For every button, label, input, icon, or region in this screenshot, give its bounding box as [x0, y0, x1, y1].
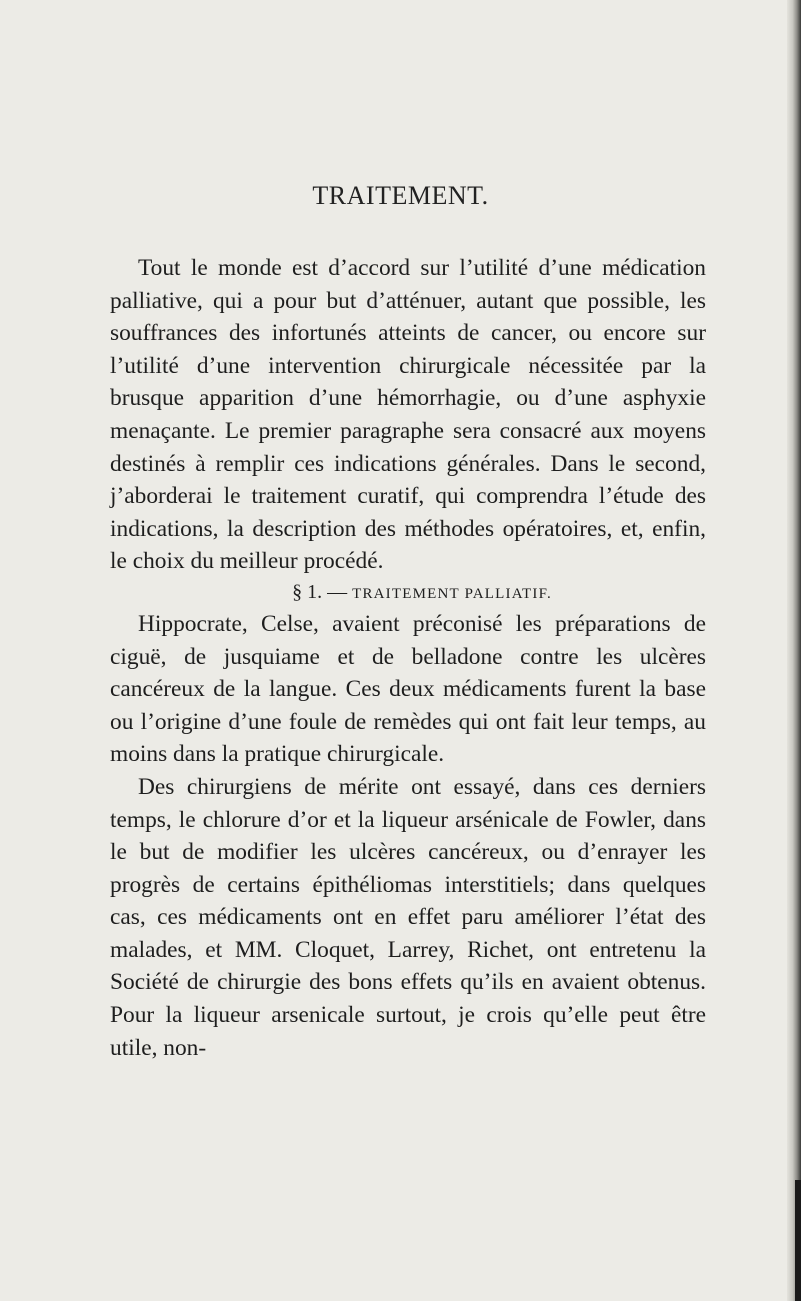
paragraph-chirurgiens: Des chirurgiens de mérite ont essayé, dans ces derniers temps, le chlorure d’or et la liqueur arsénicale de Fowler, dans le but de modifier les ulcères cancéreux, ou d’enrayer les progrès de certains épithéliomas interstitiels; dans quelques cas, ces médicaments ont en effet paru améliorer l’état des malades, et MM. Cloquet, Larrey, Richet, ont entretenu la Société de chirurgie des bons effets qu’ils en avaient obtenus. Pour la liqueur arsenicale surtout, je crois qu’elle peut être utile, non- — [110, 773, 706, 1061]
running-head: TRAITEMENT. — [312, 181, 489, 210]
body-text — [110, 252, 706, 1064]
paragraph-hippocrate: Hippocrate, Celse, avaient préconisé les préparations de ciguë, de jusquiame et de belladone contre les ulcères cancéreux de la langue. Ces deux médicaments furent la base ou l’origine d’une foule de remèdes qui ont fait leur temps, au moins dans la pratique chirurgicale. — [110, 610, 706, 768]
section-title: TRAITEMENT PALLIATIF. — [352, 585, 552, 602]
section-heading — [110, 578, 706, 608]
intro-paragraph: Tout le monde est d’accord sur l’utilité d’une médication palliative, qui a pour but d’atténuer, autant que possible, les souffrances des infortunés atteints de cancer, ou encore sur l’utilité d’une intervention chirurgicale nécessitée par la brusque apparition d’une hémorrhagie, ou d’une asphyxie menaçante. Le premier paragraphe sera consacré aux moyens destinés à remplir ces indications générales. Dans le second, j’aborderai le traitement curatif, qui comprendra l’étude des indications, la description des méthodes opératoires, et, enfin, le choix du meilleur procédé. — [110, 255, 706, 575]
section-number: § 1. — — [292, 580, 348, 603]
page-edge-dark — [795, 1180, 801, 1301]
